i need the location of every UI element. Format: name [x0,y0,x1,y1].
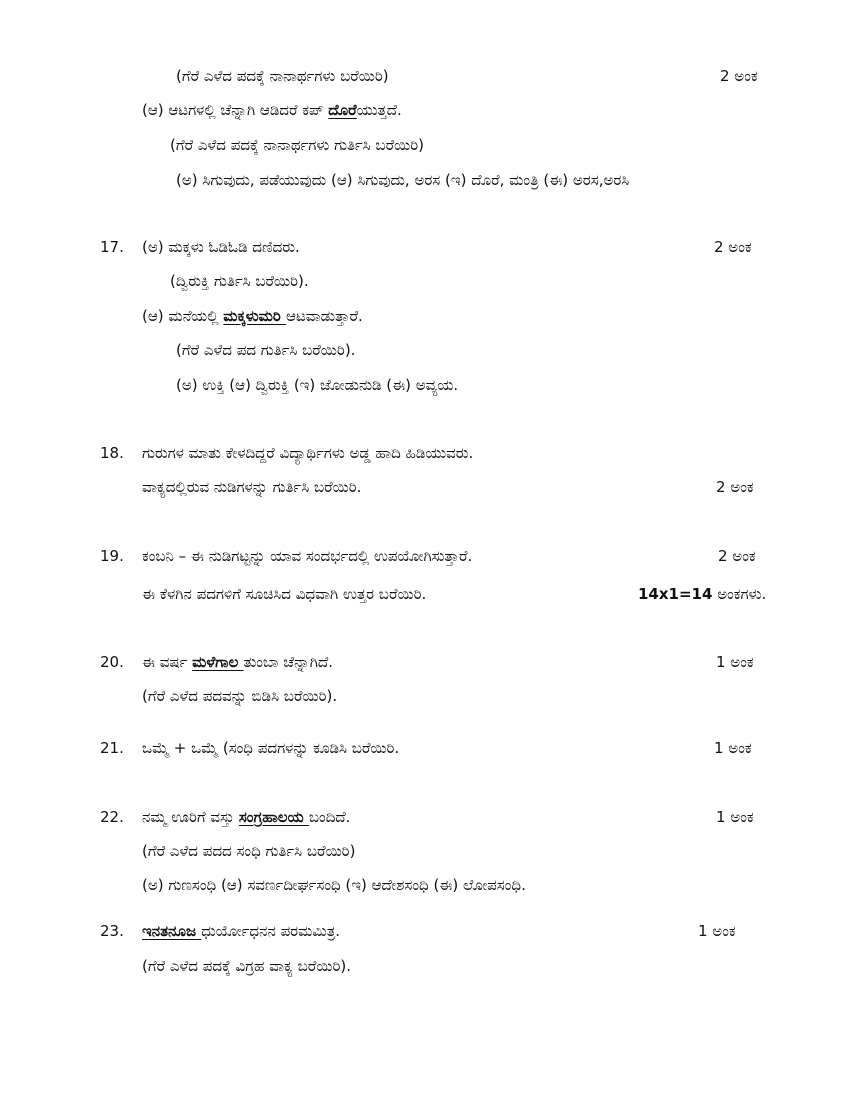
marks-label: 1 ಅಂಕ [716,808,754,826]
answer-options: (ಅ) ಸಿಗುವುದು, ಪಡೆಯುವುದು (ಆ) ಸಿಗುವುದು, ಅರಸ (ಇ) ದೊರೆ, ಮಂತ್ರಿ (ಈ) ಅರಸ,ಅರಸಿ [176,171,630,189]
question-number: 21. [100,739,124,757]
question-number: 22. [100,808,124,826]
underlined-word: ದೊರೆ [328,101,357,119]
question-number: 19. [100,547,124,565]
answer-options: (ಅ) ಉಕ್ತಿ (ಆ) ದ್ವಿರುಕ್ತಿ (ಇ) ಜೋಡುನುಡಿ (ಈ) ಅವ್ಯಯ. [176,376,459,394]
instruction-text: (ಗೆರೆ ಎಳೆದ ಪದಕ್ಕೆ ನಾನಾರ್ಥಗಳು ಬರೆಯಿರಿ) [176,67,389,85]
marks-label: 1 ಅಂಕ [714,739,752,757]
marks-label: 2 ಅಂಕ [716,478,754,496]
question-sentence: (ಅ) ಮಕ್ಕಳು ಓಡಿಓಡಿ ದಣಿದರು. [142,238,300,256]
underlined-word: ಮಕ್ಕಳುಮರಿ [223,307,287,325]
question-sentence: ಒಮ್ಮೆ + ಒಮ್ಮೆ (ಸಂಧಿ ಪದಗಳನ್ನು ಕೂಡಿಸಿ ಬರೆಯಿರಿ. [142,739,400,757]
marks-label: 2 ಅಂಕ [720,67,758,85]
sentence-text: ನಮ್ಮ ಊರಿಗೆ ವಸ್ತು [142,808,239,826]
marks-label: 2 ಅಂಕ [718,547,756,565]
sentence-text: ತುಂಬಾ ಚೆನ್ನಾಗಿದೆ. [243,653,333,671]
question-sentence [142,921,340,941]
instruction-text: (ಗೆರೆ ಎಳೆದ ಪದಕ್ಕೆ ನಾನಾರ್ಥಗಳು ಗುರ್ತಿಸಿ ಬರೆಯಿರಿ) [170,136,424,154]
question-number: 20. [100,653,124,671]
question-number: 18. [100,444,124,462]
question-sentence [142,306,363,326]
sentence-text: (ಆ) ಮನೆಯಲ್ಲಿ [142,307,224,325]
instruction-text: ವಾಕ್ಯದಲ್ಲಿರುವ ನುಡಿಗಳನ್ನು ಗುರ್ತಿಸಿ ಬರೆಯಿರಿ. [142,478,362,496]
underlined-word: ಮಳೆಗಾಲ [192,653,244,671]
underlined-word: ಇನತನೂಜ [142,922,202,940]
instruction-text: (ದ್ವಿರುಕ್ತಿ ಗುರ್ತಿಸಿ ಬರೆಯಿರಿ). [170,272,309,290]
marks-label: 2 ಅಂಕ [714,238,752,256]
question-sentence: ಕಂಬನಿ – ಈ ನುಡಿಗಟ್ಟನ್ನು ಯಾವ ಸಂದರ್ಭದಲ್ಲಿ ಉಪಯೋಗಿಸುತ್ತಾರೆ. [142,547,473,565]
section-marks-word: ಅಂಕಗಳು. [712,585,767,603]
question-number: 23. [100,922,124,940]
sentence-text: ಯುತ್ತದೆ. [356,101,402,119]
section-instruction: ಈ ಕೆಳಗಿನ ಪದಗಳಿಗೆ ಸೂಚಿಸಿದ ವಿಧವಾಗಿ ಉತ್ತರ ಬರೆಯಿರಿ. [142,585,427,603]
question-sentence [142,807,350,827]
sentence-text: ಆಟವಾಡುತ್ತಾರೆ. [286,307,363,325]
sentence-text: ಧುರ್ಯೋಧನನ ಪರಮಮಿತ್ರ. [201,922,341,940]
instruction-text: (ಗೆರೆ ಎಳೆದ ಪದವನ್ನು ಬಿಡಿಸಿ ಬರೆಯಿರಿ). [142,687,338,705]
sentence-text: ಬಂದಿದೆ. [308,808,351,826]
question-number: 17. [100,238,124,256]
instruction-text: (ಗೆರೆ ಎಳೆದ ಪದ ಗುರ್ತಿಸಿ ಬರೆಯಿರಿ). [176,341,356,359]
question-sentence [142,652,333,672]
question-sentence: ಗುರುಗಳ ಮಾತು ಕೇಳದಿದ್ದರೆ ವಿದ್ಯಾರ್ಥಿಗಳು ಅಡ್ಡ ಹಾದಿ ಹಿಡಿಯುವರು. [142,444,474,462]
sentence-text: (ಆ) ಆಟಗಳಲ್ಲಿ ಚೆನ್ನಾಗಿ ಆಡಿದರೆ ಕಪ್ [142,101,329,119]
sentence-text: ಈ ವರ್ಷ [142,653,193,671]
instruction-text: (ಗೆರೆ ಎಳೆದ ಪದಕ್ಕೆ ವಿಗ್ರಹ ವಾಕ್ಯ ಬರೆಯಿರಿ). [142,957,351,975]
question-sentence [142,100,402,120]
marks-label: 1 ಅಂಕ [698,922,736,940]
section-marks [638,584,766,604]
section-marks-number: 14x1=14 [638,585,713,603]
instruction-text: (ಗೆರೆ ಎಳೆದ ಪದದ ಸಂಧಿ ಗುರ್ತಿಸಿ ಬರೆಯಿರಿ) [142,842,356,860]
answer-options: (ಅ) ಗುಣಸಂಧಿ (ಆ) ಸವರ್ಣದೀರ್ಘಸಂಧಿ (ಇ) ಆದೇಶಸಂಧಿ (ಈ) ಲೋಪಸಂಧಿ. [142,876,526,894]
underlined-word: ಸಂಗ್ರಹಾಲಯ [238,808,309,826]
marks-label: 1 ಅಂಕ [716,653,754,671]
